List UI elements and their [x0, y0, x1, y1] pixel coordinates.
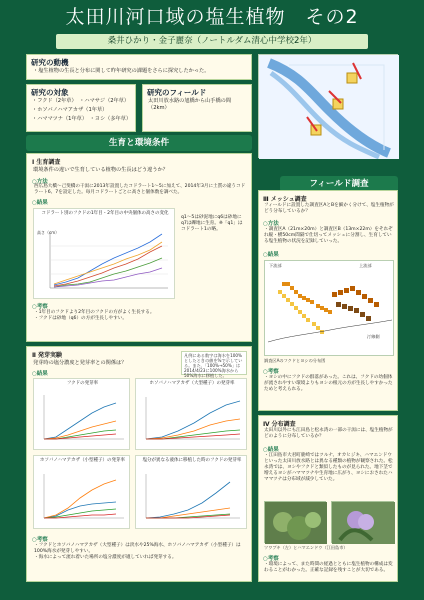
mesh-consider-label: ○考察 — [263, 369, 279, 375]
field-text: 太田川放水路の旭橋から山手橋の間（2km） — [148, 98, 232, 111]
germination-chart-3 — [33, 455, 130, 529]
mesh-map-side-label: 汀線側 — [367, 334, 380, 339]
field-title: 研究のフィールド — [147, 88, 207, 97]
mesh-method-label: ○方法 — [263, 221, 279, 227]
germination-note — [181, 351, 247, 378]
mesh-map — [264, 260, 394, 356]
survey1-consider: ・1年目のフクドより2年目のフクドの方がよく生長する。 ・フクドは砂地（q6）の方が生長しやすい。 — [34, 310, 155, 321]
germination-chart-2 — [135, 378, 247, 450]
mesh-question: フィールドに設置した調査区AとBを細かく分けて、塩生植物がどう分布しているか？ — [264, 203, 394, 214]
field-map — [258, 54, 398, 158]
survey2-result-label: ○結果 — [32, 371, 48, 377]
germination-chart-4 — [135, 455, 247, 529]
plant-photo-left — [264, 501, 326, 543]
distribution-photo-caption: ツワブキ（左）とハマエンドウ（江田島市） — [264, 545, 348, 550]
mesh-title: Ⅲ メッシュ調査 — [263, 196, 307, 203]
germination-chart-4-title: 塩分が異なる液体に移植した時のフクドの発芽率 — [142, 458, 242, 463]
survey2-consider: ・フクドとホソバノハマアカザ（大型種子）は淡水や25%海水、ホソバノハマアカザ（小型種子）は100%海水が発芽しやすい。 ・海水によって流れ着いた場所の塩分濃度が適していれば発芽する。 — [34, 543, 241, 560]
growth-survey-panel — [26, 153, 252, 342]
distribution-question: 太田川以外にも江田島と松永湾の一部の干潟には、塩生植物がどのように分布しているか？ — [264, 428, 393, 439]
germination-chart-3-title: ホソバノハマアカザ（小型種子）の発芽率 — [39, 458, 125, 463]
germination-chart-1 — [33, 378, 130, 450]
distribution-consider: ・環境によって、また時間の経過とともに塩生植物の構成は変わることがわかった。正確な記録を残すことが大切である。 — [264, 562, 393, 573]
mesh-map-top-right-label: 上流部 — [359, 263, 372, 268]
growth-chart-title: コドラート別のフクドの1年目・2年目の中央個体の高さの変化 — [41, 211, 169, 216]
distribution-result-label: ○結果 — [263, 447, 279, 453]
target-title: 研究の対象 — [31, 88, 69, 97]
survey2-question: 発芽時の塩分濃度と発芽率との関係は？ — [33, 360, 127, 366]
germination-panel — [26, 346, 252, 582]
growth-section-header: 生育と環境条件 — [26, 135, 252, 151]
mesh-result-label: ○結果 — [263, 252, 279, 258]
motive-title: 研究の動機 — [31, 58, 69, 67]
poster-authors: 桑井ひかり・金子麗奈（ノートルダム清心中学校2年） — [56, 34, 368, 49]
motive-text: ・塩生植物の生長と分布に関して昨年研究の課題をさらに探究したかった。 — [33, 68, 210, 74]
target-item-3: ・ハママツナ（1年草） ・ヨシ（多年草） — [32, 116, 132, 122]
survey1-method-label: ○方法 — [32, 179, 48, 185]
survey1-method: 西広島大橋～己斐橋の干潟に2013年設置したコドラート1～5に加えて、2014年3月に土質の違うコドラート6、7を設定した。毎月コドラートごとに高さと個体数を調べた。 — [34, 184, 246, 195]
motive-panel — [26, 54, 252, 80]
germination-note-text: 凡例にある数字は海水を100%としたときの値を%で示している。また、「100%→50%」は2014/4/23に100%海水から50%海水に移植した。 — [184, 353, 243, 378]
mesh-map-caption: 調査区Aのフクドとヨシの分布図 — [264, 358, 326, 363]
plant-photo-right — [331, 501, 394, 543]
germination-chart-2-title: ホソバノハマアカザ（大型種子）の発芽率 — [149, 381, 235, 386]
survey1-question: 環境条件の違いで生育している植物の生長はどう違うか？ — [33, 167, 168, 173]
distribution-panel — [258, 415, 398, 582]
poster-title: 太田川河口域の塩生植物 その2 — [65, 6, 359, 28]
mesh-map-top-label: 下流部 — [269, 263, 282, 268]
mesh-consider: ・ヨシの中にフクドの群落があった。これは、フクドの幼個体が流されやすい環境よりもヨシの根元の方が生長しやすかったためと考えられる。 — [264, 375, 393, 392]
field-panel — [142, 84, 252, 132]
growth-chart-note: q1～5は砂泥地にq6は砂地にq7は礫地に生育。※「q1」はコドラート1の略。 — [181, 215, 243, 232]
survey1-result-label: ○結果 — [32, 200, 48, 206]
growth-chart — [33, 208, 175, 299]
distribution-result: ・江田島市大君町鹿崎ではツルナ、オカヒジキ、ハマエンドウといった太田川放水路とは異なる種類の植物が観察された。松永湾では、ヨシやフクドと類似したものが見られた。地下茎で増えるヨシがハママツナや生育地に広がり、ヨシにおされたハママツナは分布域が減少していた。 — [264, 453, 393, 482]
survey1-consider-label: ○考察 — [32, 304, 48, 310]
target-item-1: ・フクド（2年草） ・ハマサジ（2年草） — [32, 98, 130, 104]
distribution-title: Ⅳ 分布調査 — [263, 421, 296, 428]
survey2-title: Ⅱ 発芽実験 — [32, 352, 63, 359]
germination-chart-1-title: フクドの発芽率 — [66, 381, 99, 386]
target-panel — [26, 84, 136, 132]
survey1-title: Ⅰ 生育調査 — [32, 159, 61, 166]
mesh-panel — [258, 190, 398, 411]
target-item-2: ・ホソバノハマアカザ（1年草） — [32, 107, 108, 113]
field-section-header: フィールド調査 — [280, 176, 398, 192]
growth-chart-ylabel: 高さ（cm） — [37, 230, 60, 235]
distribution-consider-label: ○考察 — [263, 556, 279, 562]
survey2-consider-label: ○考察 — [32, 537, 48, 543]
mesh-method: ・調査区A（21m×20m）と調査区B（13m×22m）をそれぞれ縦・横50cm間隔で仕切ってメッシュに分割し、生育している塩生植物の状況を記録していった。 — [264, 227, 393, 244]
